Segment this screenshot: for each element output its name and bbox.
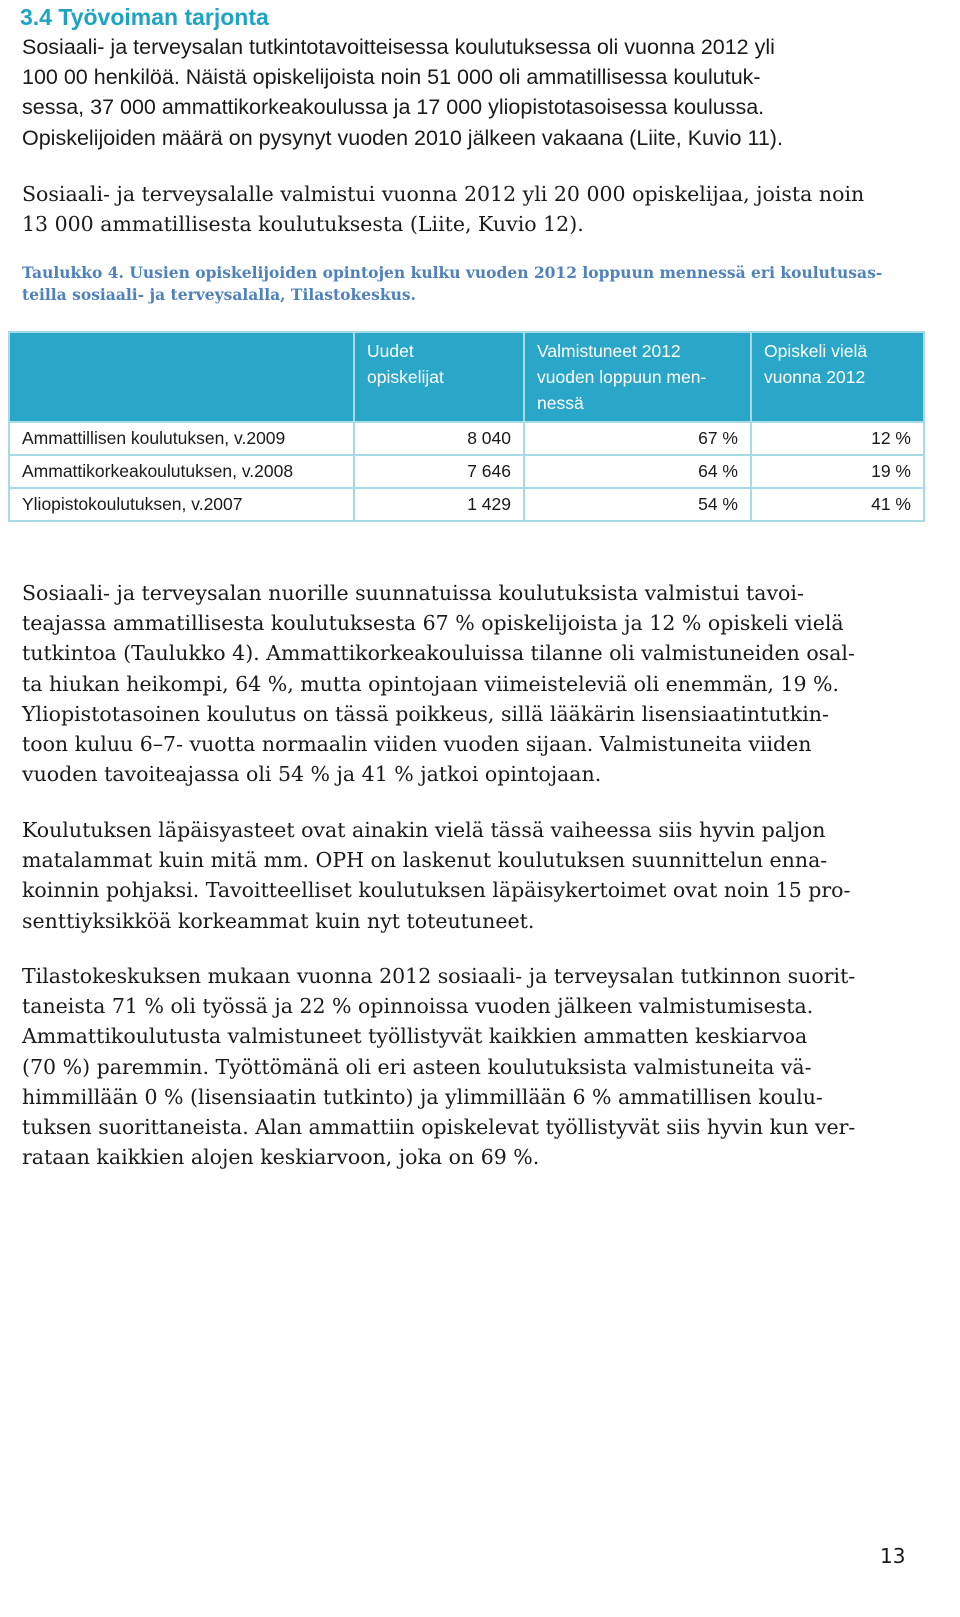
paragraph-pass-rates bbox=[22, 815, 937, 936]
text-line: ta hiukan heikompi, 64 %, mutta opintojaan viimeisteleviä oli enemmän, 19 %. bbox=[22, 671, 840, 696]
text-line: Sosiaali- ja terveysalan nuorille suunnatuissa koulutuksista valmistui tavoi- bbox=[22, 581, 804, 605]
cell-still-studying: 19 % bbox=[751, 455, 924, 488]
data-table bbox=[8, 331, 925, 522]
table-caption bbox=[22, 262, 882, 306]
cell-new-students: 8 040 bbox=[354, 422, 524, 455]
cell-graduated: 64 % bbox=[524, 455, 751, 488]
cell-new-students: 7 646 bbox=[354, 455, 524, 488]
table-header-row bbox=[9, 332, 924, 422]
section-heading: 3.4 Työvoiman tarjonta bbox=[20, 4, 269, 30]
caption-line bbox=[22, 262, 882, 284]
text-line: koinnin pohjaksi. Tavoitteelliset koulutuksen läpäisykertoimet ovat noin 15 pro- bbox=[22, 878, 851, 903]
header-line: Opiskeli vielä bbox=[764, 341, 868, 361]
header-line: vuonna 2012 bbox=[764, 367, 866, 387]
paragraph-graduates bbox=[22, 179, 937, 239]
paragraph-employment bbox=[22, 961, 937, 1172]
text-line: rataan kaikkien alojen keskiarvoon, joka on 69 %. bbox=[22, 1145, 540, 1170]
text-line: tutkintoa (Taulukko 4). Ammattikorkeakouluissa tilanne oli valmistuneiden osal- bbox=[22, 641, 855, 666]
text-line: Sosiaali- ja terveysalan tutkintotavoitteisessa koulutuksessa oli vuonna 2012 yli bbox=[22, 35, 775, 59]
header-cell-new-students bbox=[354, 332, 524, 422]
header-line: Uudet bbox=[367, 341, 414, 361]
text-line: Ammattikoulutusta valmistuneet työllistyvät kaikkien ammatten keskiarvoa bbox=[22, 1024, 808, 1049]
header-cell-graduated bbox=[524, 332, 751, 422]
header-line: nessä bbox=[537, 393, 584, 413]
text-line: Koulutuksen läpäisyasteet ovat ainakin vielä tässä vaiheessa siis hyvin paljon bbox=[22, 818, 826, 842]
text-line: taneista 71 % oli työssä ja 22 % opinnoissa vuoden jälkeen valmistumisesta. bbox=[22, 994, 814, 1019]
text-line: 100 00 henkilöä. Näistä opiskelijoista noin 51 000 oli ammatillisessa koulutuk- bbox=[22, 65, 761, 90]
caption-line: teilla sosiaali- ja terveysalalla, Tilastokeskus. bbox=[22, 285, 416, 304]
paragraph-intro bbox=[22, 32, 937, 153]
row-label: Yliopistokoulutuksen, v.2007 bbox=[9, 488, 354, 521]
table-row bbox=[9, 422, 924, 455]
text-line: Tilastokeskuksen mukaan vuonna 2012 sosiaali- ja terveysalan tutkinnon suorit- bbox=[22, 964, 856, 988]
cell-graduated: 54 % bbox=[524, 488, 751, 521]
header-cell-empty bbox=[9, 332, 354, 422]
header-line: opiskelijat bbox=[367, 367, 444, 387]
paragraph-completion bbox=[22, 578, 937, 789]
text-line: sessa, 37 000 ammattikorkeakoulussa ja 17 000 yliopistotasoisessa koulussa. bbox=[22, 95, 765, 120]
text-line: teajassa ammatillisesta koulutuksesta 67 % opiskelijoista ja 12 % opiskeli vielä bbox=[22, 611, 844, 636]
page-number: 13 bbox=[880, 1544, 906, 1568]
text-line: tuksen suorittaneista. Alan ammattiin opiskelevat työllistyvät siis hyvin kun ver- bbox=[22, 1114, 856, 1139]
text-line: vuoden tavoiteajassa oli 54 % ja 41 % jatkoi opintojaan. bbox=[22, 762, 602, 787]
text-line: (70 %) paremmin. Työttömänä oli eri asteen koulutuksista valmistuneita vä- bbox=[22, 1054, 812, 1079]
text-line: himmillään 0 % (lisensiaatin tutkinto) ja ylimmillään 6 % ammatillisen koulu- bbox=[22, 1084, 823, 1109]
cell-still-studying: 12 % bbox=[751, 422, 924, 455]
cell-graduated: 67 % bbox=[524, 422, 751, 455]
header-line: Valmistuneet 2012 bbox=[537, 341, 681, 361]
text-line: toon kuluu 6–7- vuotta normaalin viiden vuoden sijaan. Valmistuneita viiden bbox=[22, 731, 812, 756]
text-line: 13 000 ammatillisesta koulutuksesta (Liite, Kuvio 12). bbox=[22, 212, 584, 237]
table-row bbox=[9, 455, 924, 488]
cell-new-students: 1 429 bbox=[354, 488, 524, 521]
text-line: Opiskelijoiden määrä on pysynyt vuoden 2010 jälkeen vakaana (Liite, Kuvio 11). bbox=[22, 125, 783, 150]
text-line: Sosiaali- ja terveysalalle valmistui vuonna 2012 yli 20 000 opiskelijaa, joista noin bbox=[22, 182, 865, 206]
text-line: matalammat kuin mitä mm. OPH on laskenut koulutuksen suunnittelun enna- bbox=[22, 848, 828, 873]
text-line: Yliopistotasoinen koulutus on tässä poikkeus, sillä lääkärin lisensiaatintutkin- bbox=[22, 701, 829, 726]
row-label: Ammattikorkeakoulutuksen, v.2008 bbox=[9, 455, 354, 488]
cell-still-studying: 41 % bbox=[751, 488, 924, 521]
table-row bbox=[9, 488, 924, 521]
header-cell-still-studying bbox=[751, 332, 924, 422]
row-label: Ammattillisen koulutuksen, v.2009 bbox=[9, 422, 354, 455]
caption-label: Taulukko 4. bbox=[22, 263, 124, 282]
text-line: senttiyksikköä korkeammat kuin nyt toteutuneet. bbox=[22, 908, 535, 933]
caption-text: Uusien opiskelijoiden opintojen kulku vuoden 2012 loppuun mennessä eri koulutusas- bbox=[123, 263, 883, 282]
header-line: vuoden loppuun men- bbox=[537, 367, 707, 387]
